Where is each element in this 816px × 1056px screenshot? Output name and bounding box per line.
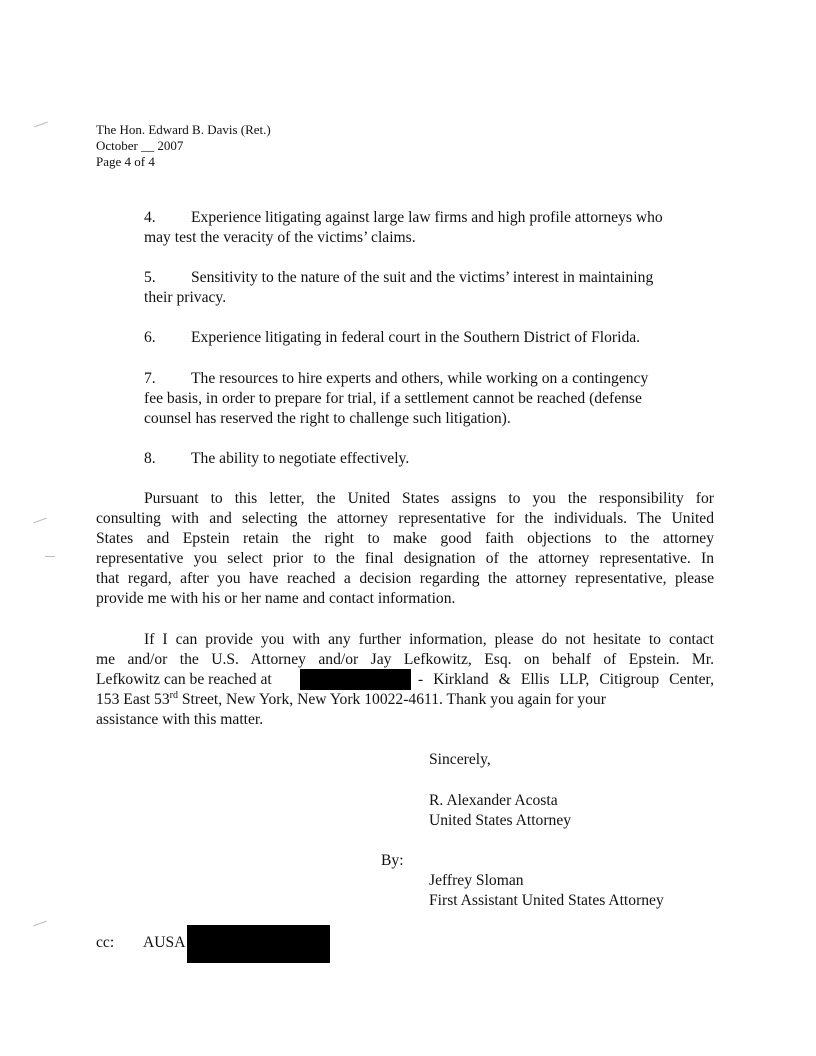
paragraph-line: assistance with this matter.	[96, 711, 264, 728]
letter-date: October __ 2007	[96, 138, 184, 153]
scan-mark	[34, 122, 47, 128]
item-number: 6.	[144, 329, 156, 346]
address-end: Street, New York, New York 10022-4611. Thank you again for your	[177, 691, 606, 708]
salutation: Sincerely,	[429, 751, 491, 768]
item-text: Experience litigating against large law firms and high profile attorneys who	[191, 209, 663, 226]
item-text: may test the veracity of the victims’ claims.	[144, 229, 416, 246]
list-item	[144, 369, 648, 429]
item-number: 5.	[144, 269, 156, 286]
page-number: Page 4 of 4	[96, 154, 155, 169]
paragraph-line: consulting with and selecting the attorney representative for the individuals. The United	[96, 510, 714, 527]
letter-header	[96, 122, 271, 170]
paragraph-line: me and/or the U.S. Attorney and/or Jay Lefkowitz, Esq. on behalf of Epstein. Mr.	[96, 651, 714, 668]
paragraph-line	[96, 690, 606, 709]
paragraph-line: Lefkowitz can be reached at	[96, 671, 272, 688]
list-item	[144, 328, 640, 348]
paragraph-line: representative you select prior to the final designation of the attorney representative. In	[96, 550, 714, 567]
address-start: 153 East 53	[96, 691, 170, 708]
redaction-box	[187, 925, 330, 963]
item-number: 4.	[144, 209, 156, 226]
scan-mark	[33, 518, 46, 524]
ordinal-suffix: rd	[169, 689, 178, 701]
signer-name: R. Alexander Acosta	[429, 792, 558, 809]
redaction-box	[300, 669, 411, 690]
cc-recipient: AUSA	[143, 934, 186, 951]
item-text: The resources to hire experts and others, while working on a contingency	[191, 370, 649, 387]
paragraph-line: States and Epstein retain the right to make good faith objections to the attorney	[96, 530, 714, 547]
item-text: counsel has reserved the right to challenge such litigation).	[144, 410, 511, 427]
paragraph-line: - Kirkland & Ellis LLP, Citigroup Center,	[418, 671, 714, 688]
item-text: their privacy.	[144, 289, 227, 306]
paragraph-line: that regard, after you have reached a decision regarding the attorney representative, please	[96, 570, 714, 587]
list-item	[144, 449, 409, 469]
signer-title: United States Attorney	[429, 812, 572, 829]
scan-mark	[33, 921, 46, 927]
paragraph-line: provide me with his or her name and contact information.	[96, 590, 456, 607]
item-text: Sensitivity to the nature of the suit and the victims’ interest in maintaining	[191, 269, 654, 286]
signer-title: First Assistant United States Attorney	[429, 892, 664, 909]
cc-label: cc:	[96, 934, 115, 951]
paragraph-line: If I can provide you with any further information, please do not hesitate to contact	[144, 631, 714, 648]
addressee: The Hon. Edward B. Davis (Ret.)	[96, 122, 271, 137]
signer-name: Jeffrey Sloman	[429, 872, 524, 889]
list-item	[144, 208, 663, 248]
item-text: Experience litigating in federal court in the Southern District of Florida.	[191, 329, 641, 346]
scan-mark	[45, 556, 55, 557]
item-text: The ability to negotiate effectively.	[191, 450, 410, 467]
item-number: 7.	[144, 370, 156, 387]
paragraph-line: Pursuant to this letter, the United States assigns to you the responsibility for	[144, 490, 714, 507]
item-number: 8.	[144, 450, 156, 467]
item-text: fee basis, in order to prepare for trial, if a settlement cannot be reached (defense	[144, 390, 642, 407]
list-item	[144, 268, 653, 308]
by-label: By:	[381, 852, 404, 869]
